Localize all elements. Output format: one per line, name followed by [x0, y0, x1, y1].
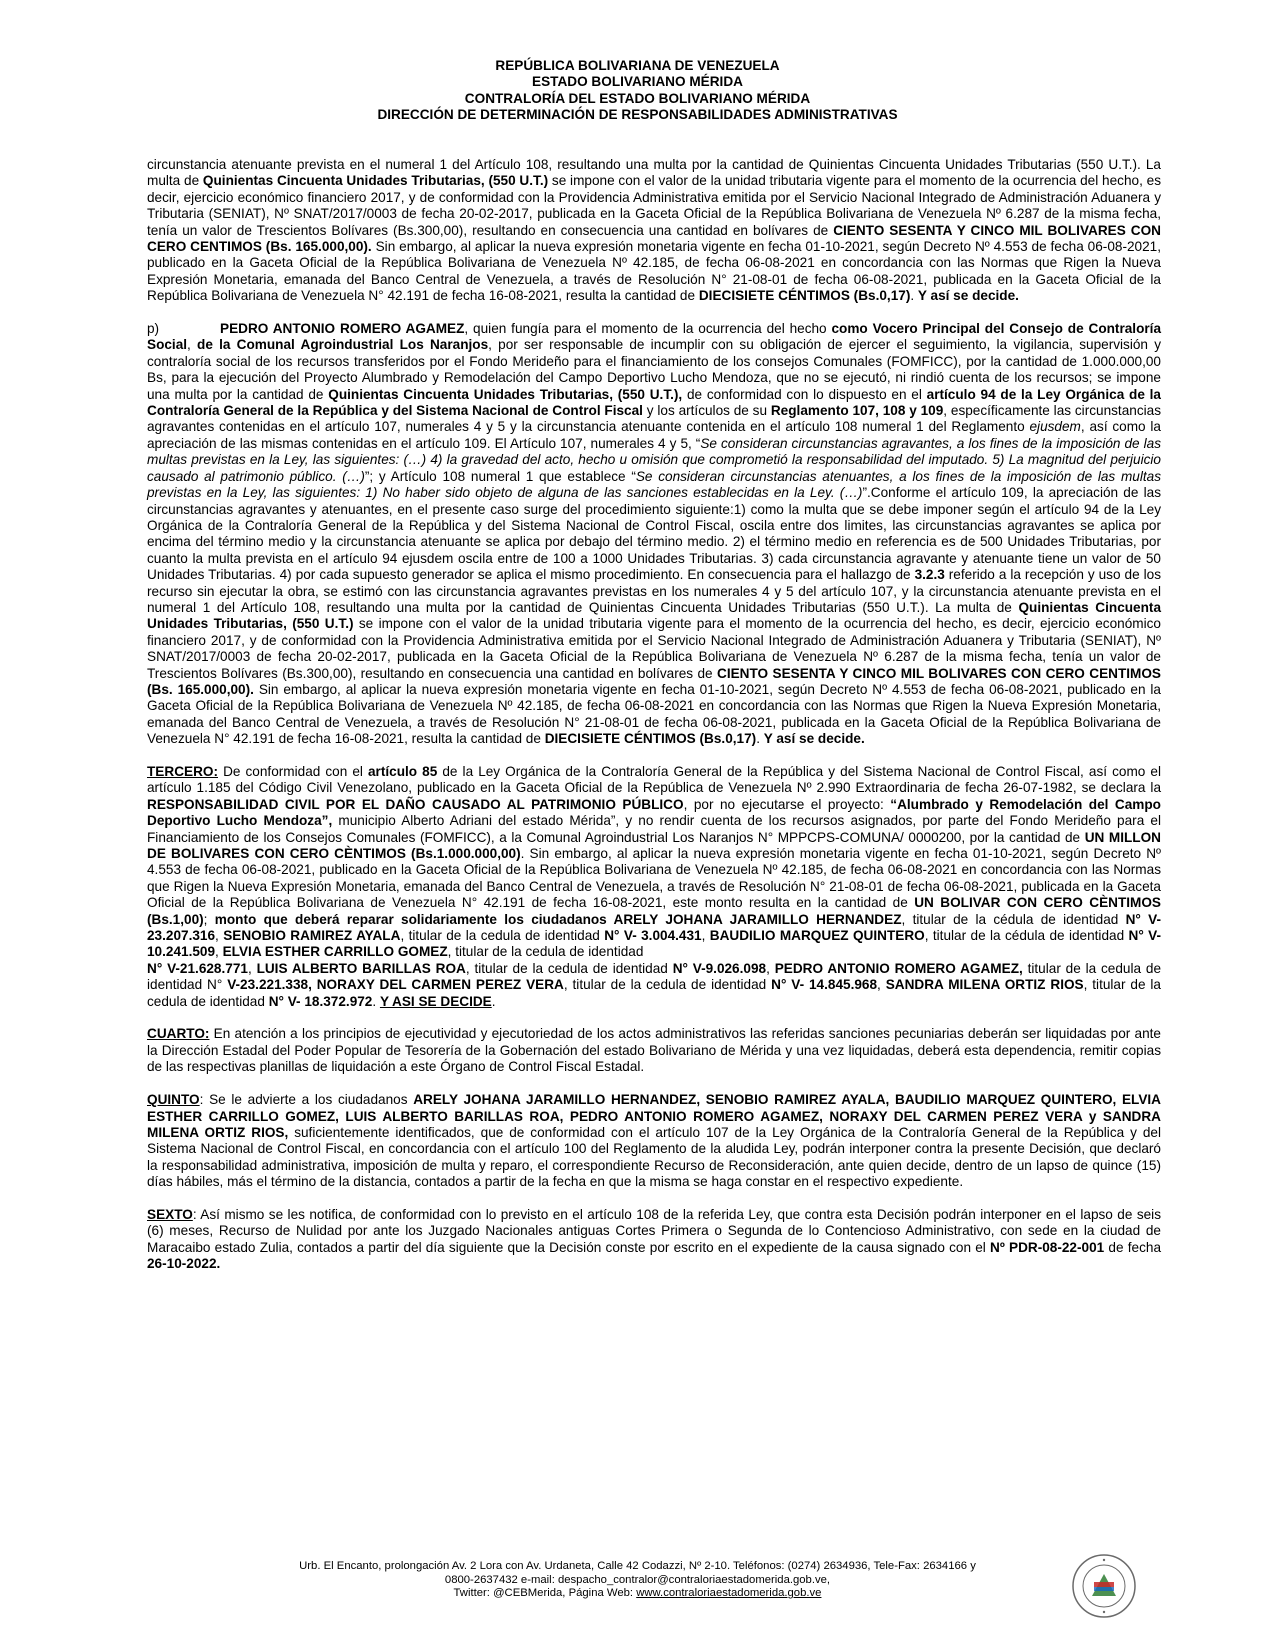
header-line-contraloria: CONTRALORÍA DEL ESTADO BOLIVARIANO MÉRIDA	[464, 90, 811, 106]
website-link[interactable]: www.contraloriaestadomerida.gob.ve	[636, 1587, 822, 1600]
paragraph-continuation: circunstancia atenuante prevista en el numeral 1 del Artículo 108, resultando una multa por la cantidad de Quinientas Cincuenta Unidades Tributarias (550 U.T.). La multa de Quinientas Cincuenta Unidades Tributarias, (550 U.T.) se impone con el valor de la unidad tributaria vigente para el momento de la ocurrencia del hecho, es decir, ejercicio económico financiero 2017, y de conformidad con la Providencia Administrativa emitida por el Servicio Nacional Integrado de Administración Aduanera y Tributaria (SENIAT), Nº SNAT/2017/0003 de fecha 20-02-2017, publicada en la Gaceta Oficial de la República Bolivariana de Venezuela Nº 6.287 de la misma fecha, tenía un valor de Trescientos Bolívares (Bs.300,00), resultando en consecuencia una cantidad en bolívares de CIENTO SESENTA Y CINCO MIL BOLIVARES CON CERO CENTIMOS (Bs. 165.000,00). Sin embargo, al aplicar la nueva expresión monetaria vigente en fecha 01-10-2021, según Decreto Nº 4.553 de fecha 06-08-2021, publicado en la Gaceta Oficial de la República Bolivariana de Venezuela Nº 42.185, de fecha 06-08-2021 en concordancia con las Normas que Rigen la Nueva Expresión Monetaria, emanada del Banco Central de Venezuela, a través de Resolución N° 21-08-01 de fecha 06-08-2021, publicada en la Gaceta Oficial de la República Bolivariana de Venezuela N° 42.191 de fecha 16-08-2021, resulta la cantidad de DIECISIETE CÉNTIMOS (Bs.0,17). Y así se decide.	[147, 157, 1161, 304]
footer-web: Twitter: @CEBMerida, Página Web: www.contraloriaestadomerida.gob.ve	[453, 1587, 822, 1600]
footer-contact: 0800-2637432 e-mail: despacho_contralor@contraloriaestadomerida.gob.ve,	[444, 1573, 831, 1586]
heading-sexto: SEXTO	[147, 1206, 193, 1222]
contraloria-seal-icon	[1070, 1552, 1138, 1620]
paragraph-item-p: p) PEDRO ANTONIO ROMERO AGAMEZ, quien fungía para el momento de la ocurrencia del hecho como Vocero Principal del Consejo de Contraloría Social, de la Comunal Agroindustrial Los Naranjos, por ser responsable de incumplir con su obligación de ejercer el seguimiento, la vigilancia, supervisión y contraloría social de los recursos transferidos por el Fondo Merideño para el financiamiento de los consejos Comunales (FOMFICC), por la cantidad de 1.000.000,00 Bs, para la ejecución del Proyecto Alumbrado y Remodelación del Campo Deportivo Lucho Mendoza, que no se ejecutó, ni rindió cuenta de los recursos; se impone una multa por la cantidad de Quinientas Cincuenta Unidades Tributarias, (550 U.T.), de conformidad con lo dispuesto en el artículo 94 de la Ley Orgánica de la Contraloría General de la República y del Sistema Nacional de Control Fiscal y los artículos de su Reglamento 107, 108 y 109, específicamente las circunstancias agravantes contenidas en el artículo 107, numerales 4 y 5 y la circunstancia atenuante contenida en el artículo 108 numeral 1 del Reglamento ejusdem, así como la apreciación de las mismas contenidas en el artículo 109. El Artículo 107, numerales 4 y 5, “Se consideran circunstancias agravantes, a los fines de la imposición de las multas previstas en la Ley, las siguientes: (…) 4) la gravedad del acto, hecho u omisión que comprometió la responsabilidad del imputado. 5) La magnitud del perjuicio causado al patrimonio público. (…)”; y Artículo 108 numeral 1 que establece “Se consideran circunstancias atenuantes, a los fines de la imposición de las multas previstas en la Ley, las siguientes: 1) No haber sido objeto de alguna de las sanciones establecidas en la Ley. (…)”.Conforme el artículo 109, la apreciación de las circunstancias agravantes y atenuantes, en el presente caso surge del procedimiento siguiente:1) como la multa que se debe imponer según el artículo 94 de la Ley Orgánica de la Contraloría General de la República y del Sistema Nacional de Control Fiscal, oscila entre dos limites, las circunstancias agravantes se aplica por encima del término medio y la circunstancia atenuante se aplica por debajo del término medio. 2) el término medio en referencia es de 500 Unidades Tributarias, por cuanto la multa prevista en el artículo 94 ejusdem oscila entre de 100 a 1000 Unidades Tributarias. 3) cada circunstancia agravante y atenuante tiene un valor de 50 Unidades Tributarias. 4) por cada supuesto generador se aplica el mismo procedimiento. En consecuencia para el hallazgo de 3.2.3 referido a la recepción y uso de los recurso sin ejecutar la obra, se estimó con las circunstancia agravantes previstas en los numerales 4 y 5 del artículo 107, y la circunstancia atenuante prevista en el numeral 1 del Artículo 108, resultando una multa por la cantidad de Quinientas Cincuenta Unidades Tributarias (550 U.T.). La multa de Quinientas Cincuenta Unidades Tributarias, (550 U.T.) se impone con el valor de la unidad tributaria vigente para el momento de la ocurrencia del hecho, es decir, ejercicio económico financiero 2017, y de conformidad con la Providencia Administrativa emitida por el Servicio Nacional Integrado de Administración Aduanera y Tributaria (SENIAT), Nº SNAT/2017/0003 de fecha 20-02-2017, publicada en la Gaceta Oficial de la República Bolivariana de Venezuela Nº 6.287 de la misma fecha, tenía un valor de Trescientos Bolívares (Bs.300,00), resultando en consecuencia una cantidad en bolívares de CIENTO SESENTA Y CINCO MIL BOLIVARES CON CERO CENTIMOS (Bs. 165.000,00). Sin embargo, al aplicar la nueva expresión monetaria vigente en fecha 01-10-2021, según Decreto Nº 4.553 de fecha 06-08-2021, publicado en la Gaceta Oficial de la República Bolivariana de Venezuela Nº 42.185, de fecha 06-08-2021 en concordancia con las Normas que Rigen la Nueva Expresión Monetaria, emanada del Banco Central de Venezuela, a través de Resolución N° 21-08-01 de fecha 06-08-2021, publicada en la Gaceta Oficial de la República Bolivariana de Venezuela N° 42.191 de fecha 16-08-2021, resulta la cantidad de DIECISIETE CÉNTIMOS (Bs.0,17). Y así se decide.	[147, 321, 1162, 747]
header-line-direccion: DIRECCIÓN DE DETERMINACIÓN DE RESPONSABILIDADES ADMINISTRATIVAS	[377, 107, 898, 123]
footer-address: Urb. El Encanto, prolongación Av. 2 Lora con Av. Urdaneta, Calle 42 Codazzi, Nº 2-10. Teléfonos: (0274) 2634936, Tele-Fax: 2634166 y	[299, 1560, 976, 1572]
item-label-p: p)	[147, 321, 160, 337]
document-body	[147, 157, 1161, 1289]
paragraph-quinto: QUINTO: Se le advierte a los ciudadanos ARELY JOHANA JARAMILLO HERNANDEZ, SENOBIO RAMIREZ AYALA, BAUDILIO MARQUEZ QUINTERO, ELVIA ESTHER CARRILLO GOMEZ, LUIS ALBERTO BARILLAS ROA, PEDRO ANTONIO ROMERO AGAMEZ, NORAXY DEL CARMEN PEREZ VERA y SANDRA MILENA ORTIZ RIOS, suficientemente identificados, que de conformidad con el artículo 107 de la Ley Orgánica de la Contraloría General de la República y del Sistema Nacional de Control Fiscal, en concordancia con el artículo 100 del Reglamento de la aludida Ley, podrán interponer contra la presente Decisión, que declaró la responsabilidad administrativa, imposición de multa y reparo, el correspondiente Recurso de Reconsideración, ante quien decide, dentro de un lapso de quince (15) días hábiles, más el término de la distancia, contados a partir de la fecha en que la misma se haga constar en el respectivo expediente.	[147, 1092, 1161, 1190]
document-header	[0, 58, 1275, 124]
heading-tercero: TERCERO:	[147, 764, 218, 779]
heading-quinto: QUINTO	[147, 1092, 200, 1108]
header-line-republica: REPÚBLICA BOLIVARIANA DE VENEZUELA	[495, 58, 780, 73]
paragraph-sexto: SEXTO: Así mismo se les notifica, de conformidad con lo previsto en el artículo 108 de la referida Ley, que contra esta Decisión podrán interponer en el lapso de seis (6) meses, Recurso de Nulidad por ante los Juzgado Nacionales antiguas Cortes Primera o Segunda de lo Contencioso Administrativo, con sede en la ciudad de Maracaibo estado Zulia, contados a partir del día siguiente que la Decisión conste por escrito en el expediente de la causa signado con el Nº PDR-08-22-001 de fecha 26-10-2022.	[147, 1206, 1162, 1272]
header-line-estado: ESTADO BOLIVARIANO MÉRIDA	[532, 74, 743, 90]
heading-cuarto: CUARTO:	[147, 1026, 210, 1042]
paragraph-cuarto: CUARTO: En atención a los principios de ejecutividad y ejecutoriedad de los actos administrativos las referidas sanciones pecuniarias deberán ser liquidadas por ante la Dirección Estadal del Poder Popular de Tesorería de la Gobernación del estado Bolivariano de Mérida y una vez liquidadas, deberá esta dependencia, remitir copias de las respectivas planillas de liquidación a este Órgano de Control Fiscal Estadal.	[147, 1026, 1161, 1075]
paragraph-tercero: TERCERO: De conformidad con el artículo 85 de la Ley Orgánica de la Contraloría General de la República y del Sistema Nacional de Control Fiscal, así como el artículo 1.185 del Código Civil Venezolano, publicado en la Gaceta Oficial de la República de Venezuela Nº 2.990 Extraordinaria de fecha 26-07-1982, se declara la RESPONSABILIDAD CIVIL POR EL DAÑO CAUSADO AL PATRIMONIO PÚBLICO, por no ejecutarse el proyecto: “Alumbrado y Remodelación del Campo Deportivo Lucho Mendoza”, municipio Alberto Adriani del estado Mérida”, y no rendir cuenta de los recursos asignados, por parte del Fondo Merideño para el Financiamiento de los Consejos Comunales (FOMFICC), a la Comunal Agroindustrial Los Naranjos N° MPPCPS-COMUNA/ 0000200, por la cantidad de UN MILLON DE BOLIVARES CON CERO CÈNTIMOS (Bs.1.000.000,00). Sin embargo, al aplicar la nueva expresión monetaria vigente en fecha 01-10-2021, según Decreto Nº 4.553 de fecha 06-08-2021, publicado en la Gaceta Oficial de la República Bolivariana de Venezuela Nº 42.185, de fecha 06-08-2021 en concordancia con las Normas que Rigen la Nueva Expresión Monetaria, emanada del Banco Central de Venezuela, a través de Resolución N° 21-08-01 de fecha 06-08-2021, publicada en la Gaceta Oficial de la República Bolivariana de Venezuela N° 42.191 de fecha 16-08-2021, este monto resulta en la cantidad de UN BOLIVAR CON CERO CÈNTIMOS (Bs.1,00); monto que deberá reparar solidariamente los ciudadanos ARELY JOHANA JARAMILLO HERNANDEZ, titular de la cédula de identidad N° V-23.207.316, SENOBIO RAMIREZ AYALA, titular de la cedula de identidad N° V- 3.004.431, BAUDILIO MARQUEZ QUINTERO, titular de la cédula de identidad N° V-10.241.509, ELVIA ESTHER CARRILLO GOMEZ, titular de la cedula de identidad N° V-21.628.771, LUIS ALBERTO BARILLAS ROA, titular de la cedula de identidad N° V-9.026.098, PEDRO ANTONIO ROMERO AGAMEZ, titular de la cedula de identidad N° V-23.221.338, NORAXY DEL CARMEN PEREZ VERA, titular de la cedula de identidad N° V- 14.845.968, SANDRA MILENA ORTIZ RIOS, titular de la cedula de identidad N° V- 18.372.972. Y ASI SE DECIDE.	[147, 764, 1162, 1009]
